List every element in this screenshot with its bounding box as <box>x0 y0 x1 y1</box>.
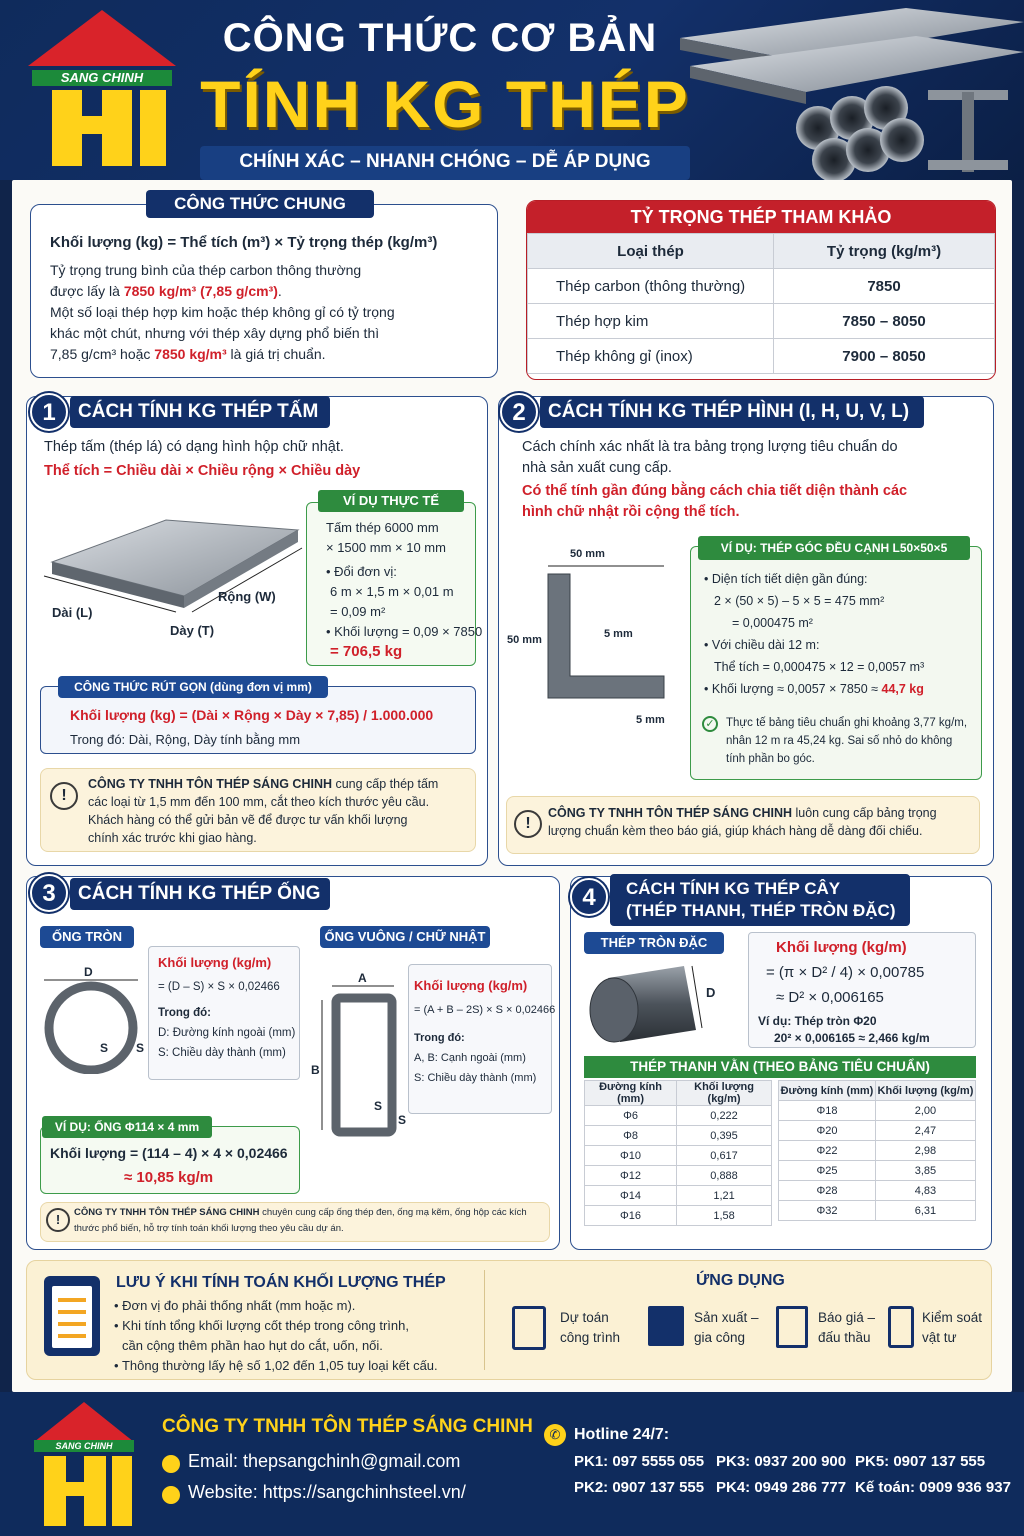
table-row: Φ16 1,58 <box>585 1206 772 1226</box>
accounting-phone[interactable]: Kế toán: 0909 936 937 <box>855 1479 1011 1496</box>
round-label-s2: S <box>136 1041 145 1055</box>
title-line-1: CÔNG THỨC CƠ BẢN <box>222 16 658 60</box>
dim-height: 50 mm <box>507 634 542 646</box>
phone-icon: ✆ <box>544 1424 566 1446</box>
globe-icon <box>162 1486 180 1504</box>
square-pipe-tag: ỐNG VUÔNG / CHỮ NHẬT <box>320 926 490 948</box>
notes-title: LƯU Ý KHI TÍNH TOÁN KHỐI LƯỢNG THÉP <box>116 1274 446 1291</box>
table-row: Φ32 6,31 <box>779 1201 976 1221</box>
s1-example-text: Tấm thép 6000 mm × 1500 mm × 10 mm • Đổi đơn vị: 6 m × 1,5 m × 0,01 m = 0,09 m² • Khối lượng = 0,09 × 7850 = 706,5 kg <box>326 520 483 660</box>
divider <box>484 1270 485 1370</box>
bar-example-2: 20² × 0,006165 ≈ 2,466 kg/m <box>774 1031 930 1045</box>
title-line-2: TÍNH KG THÉP <box>200 67 690 141</box>
density-table-card <box>526 200 996 380</box>
square-label-b: B <box>311 1063 320 1077</box>
section-4-title: CÁCH TÍNH KG THÉP CÂY (THÉP THANH, THÉP TRÒN ĐẶC) <box>610 874 910 926</box>
bar-formula-2: ≈ D² × 0,006165 <box>776 989 884 1006</box>
rebar-table-title: THÉP THANH VẰN (THEO BẢNG TIÊU CHUẨN) <box>584 1056 976 1078</box>
label-width: Rộng (W) <box>218 589 276 604</box>
table-row: Φ12 0,888 <box>585 1166 772 1186</box>
logo-text: SANG CHINH <box>32 70 172 86</box>
square-label-a: A <box>358 971 367 985</box>
s1-note-text: CÔNG TY TNHH TÔN THÉP SÁNG CHINH cung cấp thép tấm các loại từ 1,5 mm đến 100 mm, cắt theo kích thước yêu cầu. Khách hàng có thể gửi bản vẽ để được tư vấn khối lượng chính xác trước khi giao hàng. <box>88 777 439 845</box>
s3-note-text: CÔNG TY TNHH TÔN THÉP SÁNG CHINH chuyên cung cấp ống thép đen, ống mạ kẽm, ống hộp các kích thước phổ biến, hỗ trợ tính toán khối lượng theo yêu cầu dự án. <box>74 1207 527 1234</box>
pk1[interactable]: PK1: 097 5555 055 <box>574 1453 705 1470</box>
s3-example-2: ≈ 10,85 kg/m <box>124 1169 214 1186</box>
solid-bar-tag: THÉP TRÒN ĐẶC <box>584 932 724 954</box>
density-table-title: TỶ TRỌNG THÉP THAM KHẢO <box>527 201 995 233</box>
section-1-number: 1 <box>30 393 68 431</box>
density-col-value: Tỷ trọng (kg/m³) <box>774 234 995 269</box>
section-4-number: 4 <box>570 878 608 916</box>
table-row: Thép không gỉ (inox) 7900 – 8050 <box>528 339 995 374</box>
header-banner <box>0 0 1024 180</box>
rebar-table-right: Đường kính (mm) Khối lượng (kg/m) Φ18 2,00 Φ20 2,47 Φ22 2,98 Φ25 3,85 Φ28 4,83 Φ32 6,31 <box>778 1080 976 1221</box>
footer-logo: SANG CHINH <box>28 1402 138 1530</box>
app-1: Dự toán công trình <box>560 1310 621 1345</box>
round-label-s1: S <box>100 1041 109 1055</box>
section-3-number: 3 <box>30 874 68 912</box>
section-3-title: CÁCH TÍNH KG THÉP ỐNG <box>70 878 330 910</box>
table-row: Φ8 0,395 <box>585 1126 772 1146</box>
section-1-title: CÁCH TÍNH KG THÉP TẤM <box>70 396 330 428</box>
bar-formula-1: = (π × D² / 4) × 0,00785 <box>766 964 925 981</box>
steel-products-image <box>676 0 1024 180</box>
s2-check-note: Thực tế bảng tiêu chuẩn ghi khoảng 3,77 kg/m, nhân 12 m ra 45,24 kg. Sai số nhỏ do không tính phần bo góc. <box>726 717 968 765</box>
round-pipe-tag: ỐNG TRÒN <box>40 926 134 948</box>
table-row: Φ25 3,85 <box>779 1161 976 1181</box>
footer-company: CÔNG TY TNHH TÔN THÉP SÁNG CHINH <box>162 1416 533 1437</box>
factory-icon <box>648 1306 684 1346</box>
general-formula: Khối lượng (kg) = Thể tích (m³) × Tỷ trọng thép (kg/m³) <box>50 234 438 251</box>
app-4: Kiểm soát vật tư <box>922 1310 983 1345</box>
s1-example-tag: VÍ DỤ THỰC TẾ <box>318 490 464 512</box>
s2-example-tag: VÍ DỤ: THÉP GÓC ĐỀU CẠNH L50×50×5 <box>698 536 970 560</box>
round-formula-text: Khối lượng (kg/m) = (D – S) × S × 0,02466 Trong đó: D: Đường kính ngoài (mm) S: Chiều dày thành (mm) <box>158 955 296 1059</box>
logo <box>22 10 182 170</box>
square-pipe-illustration <box>316 980 406 1140</box>
mail-icon <box>162 1455 180 1473</box>
pk4[interactable]: PK4: 0949 286 777 <box>716 1479 847 1496</box>
table-row: Φ10 0,617 <box>585 1146 772 1166</box>
pk2[interactable]: PK2: 0907 137 555 <box>574 1479 705 1496</box>
lightbulb-icon: ! <box>514 810 542 838</box>
check-circle-icon: ✓ <box>702 716 718 732</box>
general-formula-tag: CÔNG THỨC CHUNG <box>146 190 374 218</box>
footer-hotline: Hotline 24/7: <box>574 1426 670 1443</box>
square-formula-text: Khối lượng (kg/m) = (A + B – 2S) × S × 0,02466 Trong đó: A, B: Cạnh ngoài (mm) S: Chiều dày thành (mm) <box>414 978 556 1084</box>
s2-red-note: Có thể tính gần đúng bằng cách chia tiết diện thành các hình chữ nhật rồi cộng thể tích. <box>522 483 908 520</box>
dim-thickness-1: 5 mm <box>604 628 633 640</box>
solid-bar-illustration <box>584 960 724 1050</box>
s1-short-formula: Khối lượng (kg) = (Dài × Rộng × Dày × 7,85) / 1.000.000 <box>70 707 434 723</box>
density-table <box>527 233 995 374</box>
table-row: Φ20 2,47 <box>779 1121 976 1141</box>
s3-example-1: Khối lượng = (114 – 4) × 4 × 0,02466 <box>50 1145 288 1161</box>
document-icon <box>776 1306 808 1348</box>
s1-short-formula-tag: CÔNG THỨC RÚT GỌN (dùng đơn vị mm) <box>58 676 328 698</box>
footer-email[interactable]: Email: thepsangchinh@gmail.com <box>188 1451 461 1471</box>
footer-website[interactable]: Website: https://sangchinhsteel.vn/ <box>188 1482 466 1502</box>
table-row: Φ18 2,00 <box>779 1101 976 1121</box>
s2-note-text: CÔNG TY TNHH TÔN THÉP SÁNG CHINH luôn cung cấp bảng trọng lượng chuẩn kèm theo báo giá, giúp khách hàng dễ dàng đối chiếu. <box>548 806 937 838</box>
s3-example-tag: VÍ DỤ: ỐNG Φ114 × 4 mm <box>42 1116 212 1138</box>
square-label-s1: S <box>374 1099 383 1113</box>
app-3: Báo giá – đấu thầu <box>818 1310 876 1345</box>
table-row: Thép carbon (thông thường) 7850 <box>528 269 995 304</box>
notes-list: • Đơn vị đo phải thống nhất (mm hoặc m). • Khi tính tổng khối lượng cốt thép trong công trình, cần cộng thêm phần hao hụt do cắt, uốn, nối. • Thông thường lấy hệ số 1,02 đến 1,05 tuy loại kết cấu. <box>114 1298 438 1373</box>
rebar-table-left: Đường kính (mm) Khối lượng (kg/m) Φ6 0,222 Φ8 0,395 Φ10 0,617 Φ12 0,888 Φ14 1,21 Φ16 1,58 <box>584 1080 772 1226</box>
s1-volume: Thể tích = Chiều dài × Chiều rộng × Chiều dày <box>44 463 361 479</box>
table-row: Φ6 0,222 <box>585 1106 772 1126</box>
s2-example-text: • Diện tích tiết diện gần đúng: 2 × (50 × 5) – 5 × 5 = 475 mm² = 0,000475 m² • Với chiều dài 12 m: Thể tích = 0,000475 × 12 = 0,0057 m³ • Khối lượng ≈ 0,0057 × 7850 ≈ 44,7 kg <box>704 572 925 696</box>
label-thickness: Dày (T) <box>170 623 215 638</box>
pk5[interactable]: PK5: 0907 137 555 <box>855 1453 986 1470</box>
bar-example-1: Ví dụ: Thép tròn Φ20 <box>758 1014 877 1028</box>
round-pipe-illustration <box>40 964 150 1074</box>
estimate-icon <box>512 1306 546 1350</box>
table-row: Thép hợp kim 7850 – 8050 <box>528 304 995 339</box>
app-2: Sản xuất – gia công <box>694 1310 759 1345</box>
s1-short-note: Trong đó: Dài, Rộng, Dày tính bằng mm <box>70 732 301 747</box>
square-label-s2: S <box>398 1113 407 1127</box>
section-2-number: 2 <box>500 393 538 431</box>
lightbulb-icon: ! <box>46 1208 70 1232</box>
dim-thickness-2: 5 mm <box>636 714 665 726</box>
round-label-d: D <box>84 965 93 979</box>
lightbulb-icon: ! <box>50 782 78 810</box>
table-row: Φ14 1,21 <box>585 1186 772 1206</box>
bar-label-d: D <box>706 985 716 1000</box>
s2-intro: Cách chính xác nhất là tra bảng trọng lượng tiêu chuẩn do nhà sản xuất cung cấp. <box>522 439 898 476</box>
dim-width: 50 mm <box>570 548 605 560</box>
general-text: Tỷ trọng trung bình của thép carbon thông thường được lấy là 7850 kg/m³ (7,85 g/cm³). Một số loại thép hợp kim hoặc thép không gỉ có tỷ trọng khác một chút, nhưng với thép xây dựng phổ biến thì 7,85 g/cm³ hoặc 7850 kg/m³ là giá trị chuẩn. <box>50 262 395 362</box>
clipboard-icon <box>44 1276 100 1356</box>
section-2-title: CÁCH TÍNH KG THÉP HÌNH (I, H, U, V, L) <box>540 396 924 428</box>
table-row: Φ28 4,83 <box>779 1181 976 1201</box>
inventory-icon <box>888 1306 914 1348</box>
table-row: Φ22 2,98 <box>779 1141 976 1161</box>
density-col-type: Loại thép <box>528 234 774 269</box>
applications-title: ỨNG DỤNG <box>696 1272 785 1289</box>
tagline: CHÍNH XÁC – NHANH CHÓNG – DỄ ÁP DỤNG <box>200 146 690 180</box>
pk3[interactable]: PK3: 0937 200 900 <box>716 1453 847 1470</box>
s1-intro: Thép tấm (thép lá) có dạng hình hộp chữ nhật. <box>44 439 344 455</box>
bar-formula-title: Khối lượng (kg/m) <box>776 939 907 956</box>
label-length: Dài (L) <box>52 605 93 620</box>
